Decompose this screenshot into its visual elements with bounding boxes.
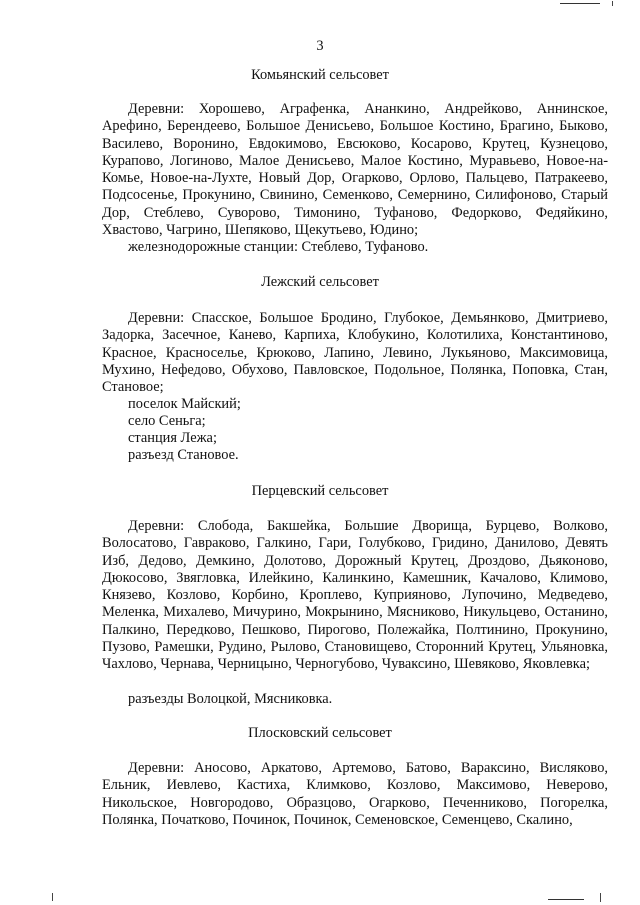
komyansky-villages: Деревни: Хорошево, Аграфенка, Ананкино, Андрейково, Аннинское, Арефино, Берендеево, Большое Денисьево, Большое Костино, Брагино, Быково, Василево, Воронино, Евдокимово, Евсюково, Косарово, Крутец, Кузнецово, Курапово, Логиново, Малое Денисьево, Малое Костино, Муравьево, Новое-на-Комье, Новое-на-Лухте, Новый Дор, Огарково, Орлово, Пальцево, Патракеево, Подсосенье, Прокунино, Свинино, Семенково, Семернино, Силифоново, Старый Дор, Стеблево, Суворово, Тимонино, Туфаново, Федорково, Федяйкино, Хвастово, Чагрино, Шепяково, Щекутьево, Юдино; [102, 101, 608, 239]
komyansky-stations: железнодорожные станции: Стеблево, Туфаново. [128, 239, 429, 255]
scan-artifact-bottom-left [52, 893, 53, 901]
ploskovsky-villages: Деревни: Аносово, Аркатово, Артемово, Батово, Вараксино, Висляково, Ельник, Иевлево, Кастиха, Климково, Козлово, Максимово, Неверово, Никольское, Новгородово, Образцово, Огарково, Печенниково, Погорелка, Полянка, Початково, Починок, Починок, Семеновское, Семенцево, Скалино, [102, 760, 608, 828]
section-title-komyansky: Комьянский сельсовет [251, 67, 389, 83]
scan-artifact-top-dot [612, 1, 613, 6]
pertsevsky-villages: Деревни: Слобода, Бакшейка, Большие Дворища, Бурцево, Волково, Волосатово, Гавраково, Галкино, Гари, Голубково, Гридино, Данилово, Девять Изб, Дедово, Демкино, Долотово, Дорожный Крутец, Дроздово, Дьяконово, Дюкосово, Звягловка, Илейкино, Калинкино, Камешник, Качалово, Климово, Князево, Козлово, Корбино, Кроплево, Куприяново, Лупочино, Медведево, Меленка, Михалево, Мичурино, Мокрынино, Мясниково, Никульцево, Останино, Палкино, Передково, Пешково, Пирогово, Полежайка, Полтинино, Прокунино, Пузово, Рамешки, Рудино, Рылово, Становищево, Сторонний Крутец, Ульяновка, Чахлово, Чернава, Черницыно, Черногубово, Чуваксино, Шевяково, Яковлевка; [102, 518, 608, 673]
pertsevsky-sidings: разъезды Волоцкой, Мясниковка. [128, 691, 333, 707]
section-title-pertsevsky: Перцевский сельсовет [251, 483, 389, 499]
lezhsky-station: станция Лежа; [128, 430, 217, 446]
section-title-lezhsky: Лежский сельсовет [261, 274, 379, 290]
scan-artifact-top [560, 3, 600, 4]
lezhsky-settlement: поселок Майский; [128, 396, 241, 412]
section-title-ploskovsky: Плосковский сельсовет [248, 725, 392, 741]
scan-artifact-bottom [548, 899, 584, 900]
scan-artifact-bottom-right [600, 893, 601, 902]
page-number: 3 [316, 38, 324, 54]
lezhsky-villages: Деревни: Спасское, Большое Бродино, Глубокое, Демьянково, Дмитриево, Задорка, Засечное, Канево, Карпиха, Клобукино, Колотилиха, Константиново, Красное, Красноселье, Крюково, Лапино, Левино, Лукьяново, Максимовица, Мухино, Нефедово, Обухово, Павловское, Подольное, Полянка, Поповка, Стан, Становое; [102, 310, 608, 396]
lezhsky-siding: разъезд Становое. [128, 447, 239, 463]
lezhsky-selo: село Сеньга; [128, 413, 206, 429]
